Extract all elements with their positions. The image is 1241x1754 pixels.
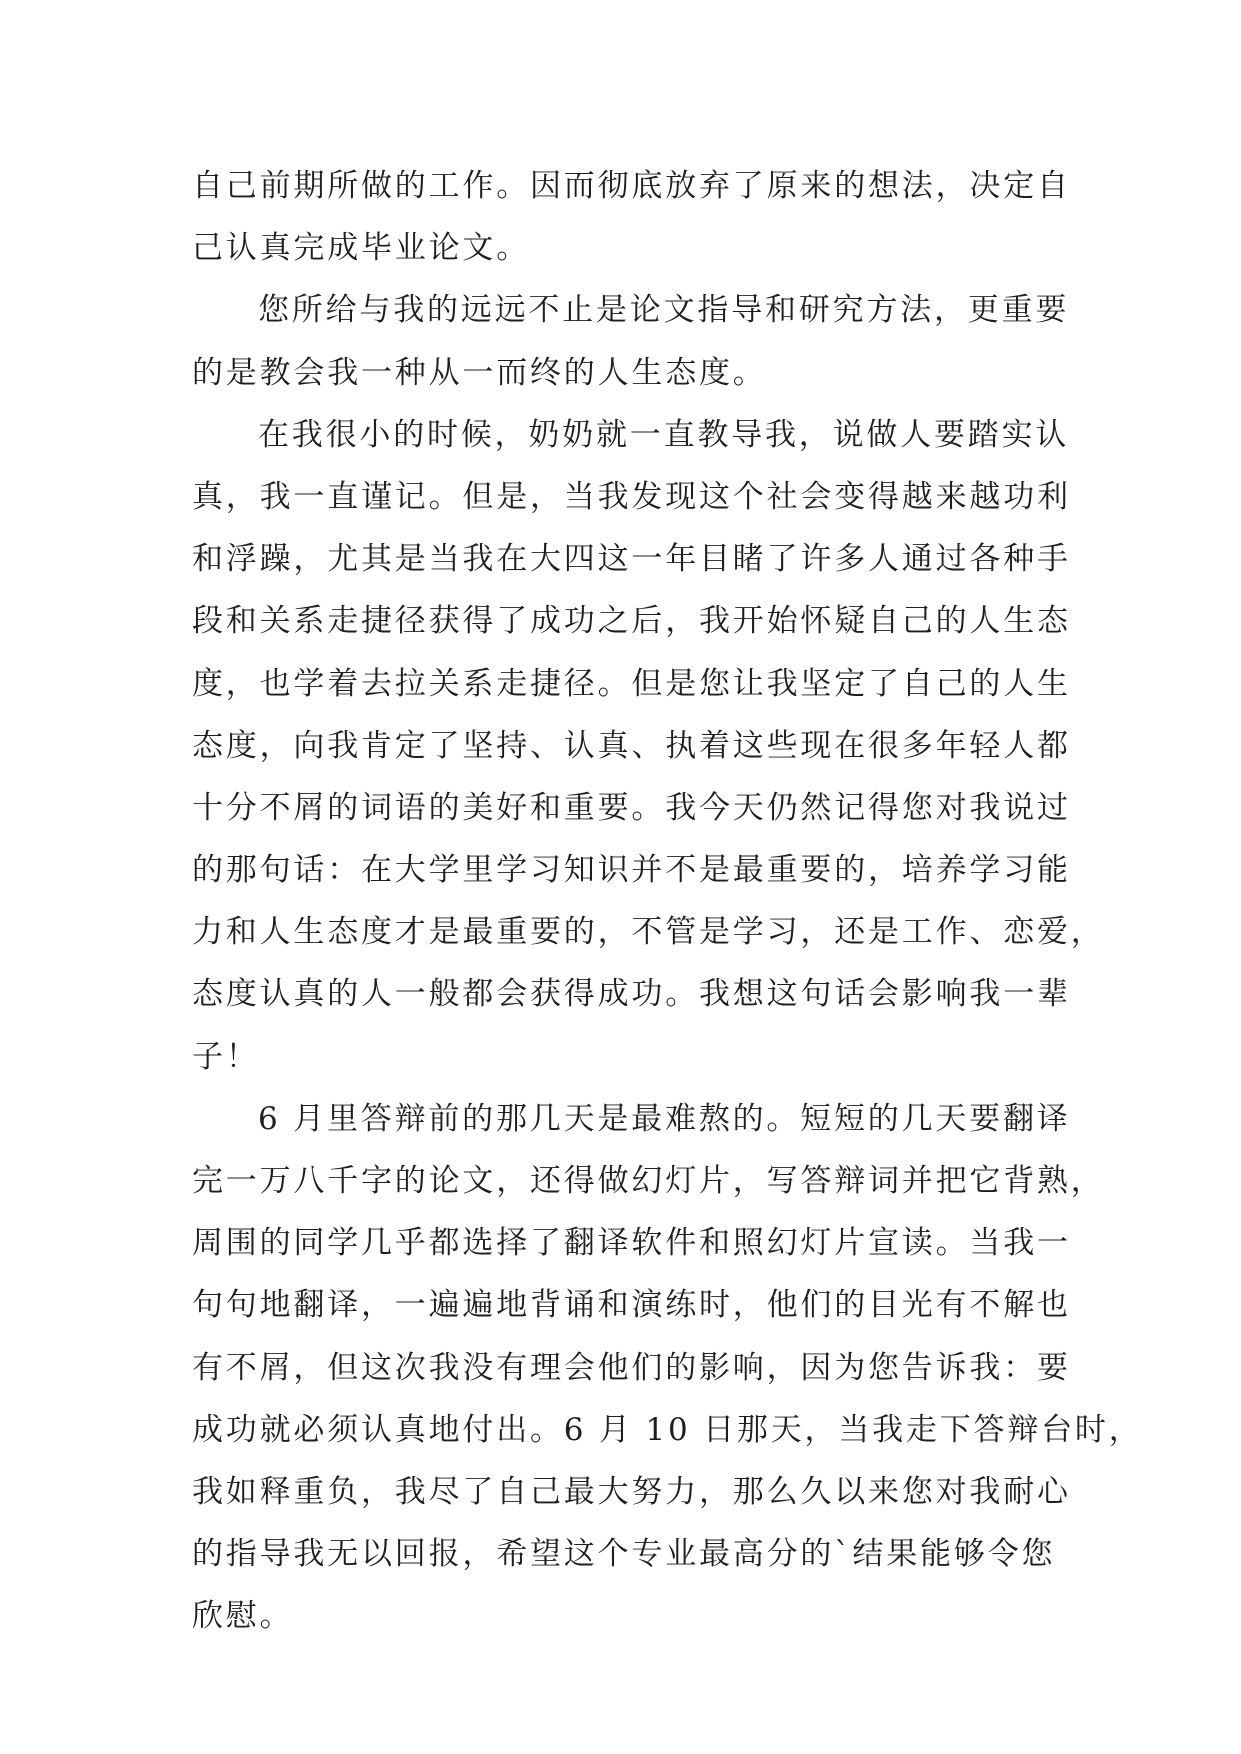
paragraph-line: 真，我一直谨记。但是，当我发现这个社会变得越来越功利 xyxy=(192,478,1071,515)
document-body xyxy=(192,155,1143,1648)
paragraph-line: 句句地翻译，一遍遍地背诵和演练时，他们的目光有不解也 xyxy=(192,1287,1071,1324)
paragraph-line: 段和关系走捷径获得了成功之后，我开始怀疑自己的人生态 xyxy=(192,603,1071,640)
paragraph-line: 和浮躁，尤其是当我在大四这一年目睹了许多人通过各种手 xyxy=(192,541,1071,578)
paragraph-line: 欣慰。 xyxy=(192,1598,294,1635)
paragraph-line: 态度，向我肯定了坚持、认真、执着这些现在很多年轻人都 xyxy=(192,727,1071,764)
paragraph-line: 在我很小的时候，奶奶就一直教导我，说做人要踏实认 xyxy=(258,416,1070,453)
paragraph-line: 有不屑，但这次我没有理会他们的影响，因为您告诉我：要 xyxy=(192,1349,1071,1386)
paragraph-line: 的是教会我一种从一而终的人生态度。 xyxy=(192,354,767,391)
paragraph-line: 成功就必须认真地付出。6 月 10 日那天，当我走下答辩台时， xyxy=(192,1411,1143,1448)
paragraph-line: 6 月里答辩前的那几天是最难熬的。短短的几天要翻译 xyxy=(258,1100,1071,1137)
paragraph-line: 十分不屑的词语的美好和重要。我今天仍然记得您对我说过 xyxy=(192,789,1071,826)
paragraph-line: 的那句话：在大学里学习知识并不是最重要的，培养学习能 xyxy=(192,852,1071,889)
paragraph-line: 度，也学着去拉关系走捷径。但是您让我坚定了自己的人生 xyxy=(192,665,1071,702)
paragraph-line: 的指导我无以回报，希望这个专业最高分的`结果能够令您 xyxy=(192,1536,1056,1573)
paragraph-line: 周围的同学几乎都选择了翻译软件和照幻灯片宣读。当我一 xyxy=(192,1225,1071,1262)
paragraph-line: 己认真完成毕业论文。 xyxy=(192,230,530,267)
paragraph-line: 力和人生态度才是最重要的，不管是学习，还是工作、恋爱， xyxy=(192,914,1105,951)
paragraph-line: 态度认真的人一般都会获得成功。我想这句话会影响我一辈 xyxy=(192,976,1071,1013)
paragraph-line: 自己前期所做的工作。因而彻底放弃了原来的想法，决定自 xyxy=(192,168,1071,204)
paragraph-line: 子！ xyxy=(192,1038,260,1075)
paragraph-line: 完一万八千字的论文，还得做幻灯片，写答辩词并把它背熟， xyxy=(192,1163,1105,1199)
paragraph-line: 我如释重负，我尽了自己最大努力，那么久以来您对我耐心 xyxy=(192,1473,1071,1510)
paragraph-line: 您所给与我的远远不止是论文指导和研究方法，更重要 xyxy=(258,292,1070,329)
